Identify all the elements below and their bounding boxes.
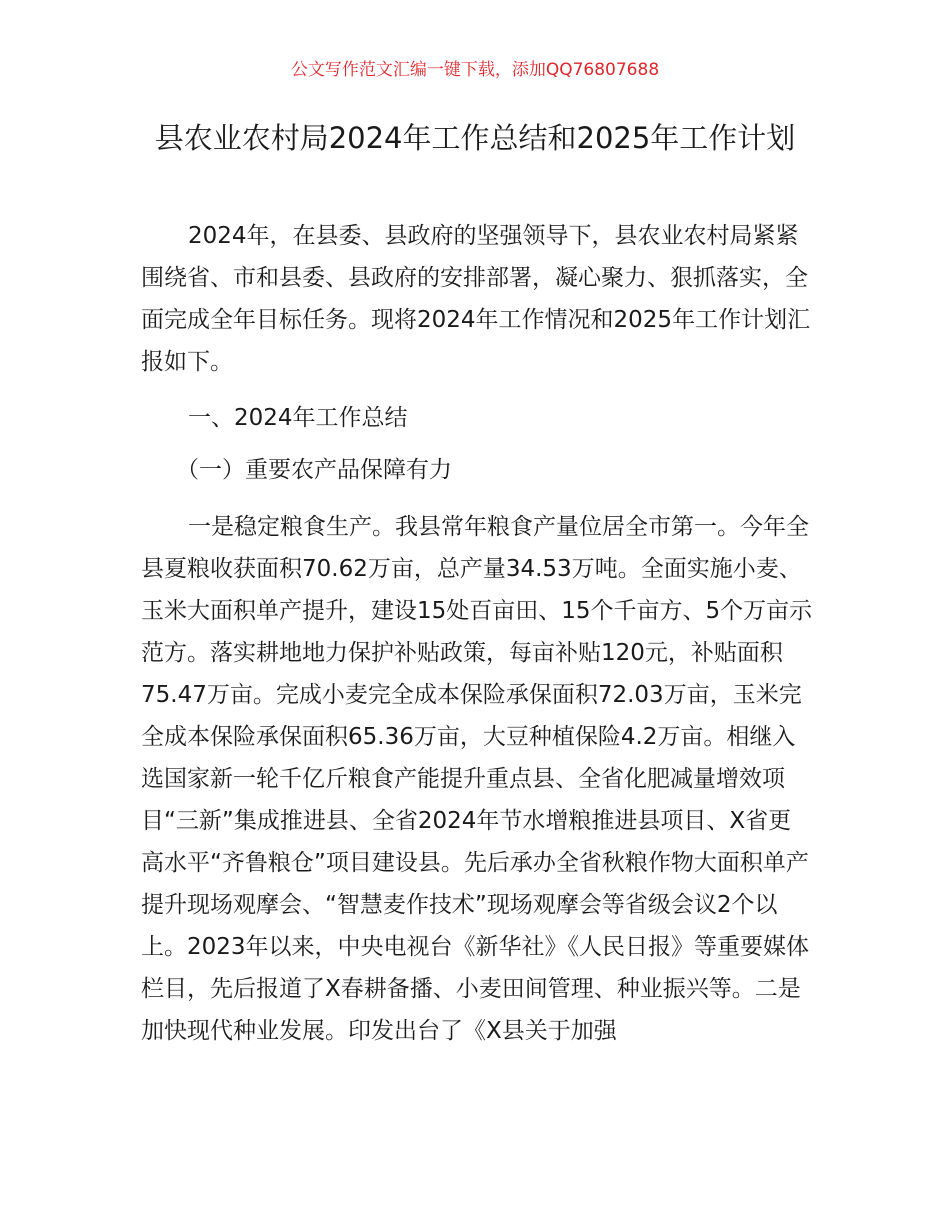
body-paragraph: 一是稳定粮食生产。我县常年粮食产量位居全市第一。今年全县夏粮收获面积70.62万亩，总产量34.53万吨。全面实施小麦、玉米大面积单产提升，建设15处百亩田、15个千亩方、5个万亩示范方。落实耕地地力保护补贴政策，每亩补贴120元，补贴面积75.47万亩。完成小麦完全成本保险承保面积72.03万亩，玉米完全成本保险承保面积65.36万亩，大豆种植保险4.2万亩。相继入选国家新一轮千亿斤粮食产能提升重点县、全省化肥减量增效项目“三新”集成推进县、全省2024年节水增粮推进县项目、X省更高水平“齐鲁粮仓”项目建设县。先后承办全省秋粮作物大面积单产提升现场观摩会、“智慧麦作技术”现场观摩会等省级会议2个以上。2023年以来，中央电视台《新华社》《人民日报》等重要媒体栏目，先后报道了X春耕备播、小麦田间管理、种业振兴等。二是加快现代种业发展。印发出台了《X县关于加强 [141, 514, 813, 1044]
download-banner: 公文写作范文汇编一键下载，添加QQ76807688 [290, 60, 660, 80]
subsection-heading: （一）重要农产品保障有力 [176, 457, 452, 483]
document-title: 县农业农村局2024年工作总结和2025年工作计划 [154, 121, 796, 155]
section-heading: 一、2024年工作总结 [188, 405, 408, 431]
intro-paragraph: 2024年，在县委、县政府的坚强领导下，县农业农村局紧紧围绕省、市和县委、县政府的安排部署，凝心聚力、狠抓落实，全面完成全年目标任务。现将2024年工作情况和2025年工作计划汇报如下。 [141, 223, 811, 375]
